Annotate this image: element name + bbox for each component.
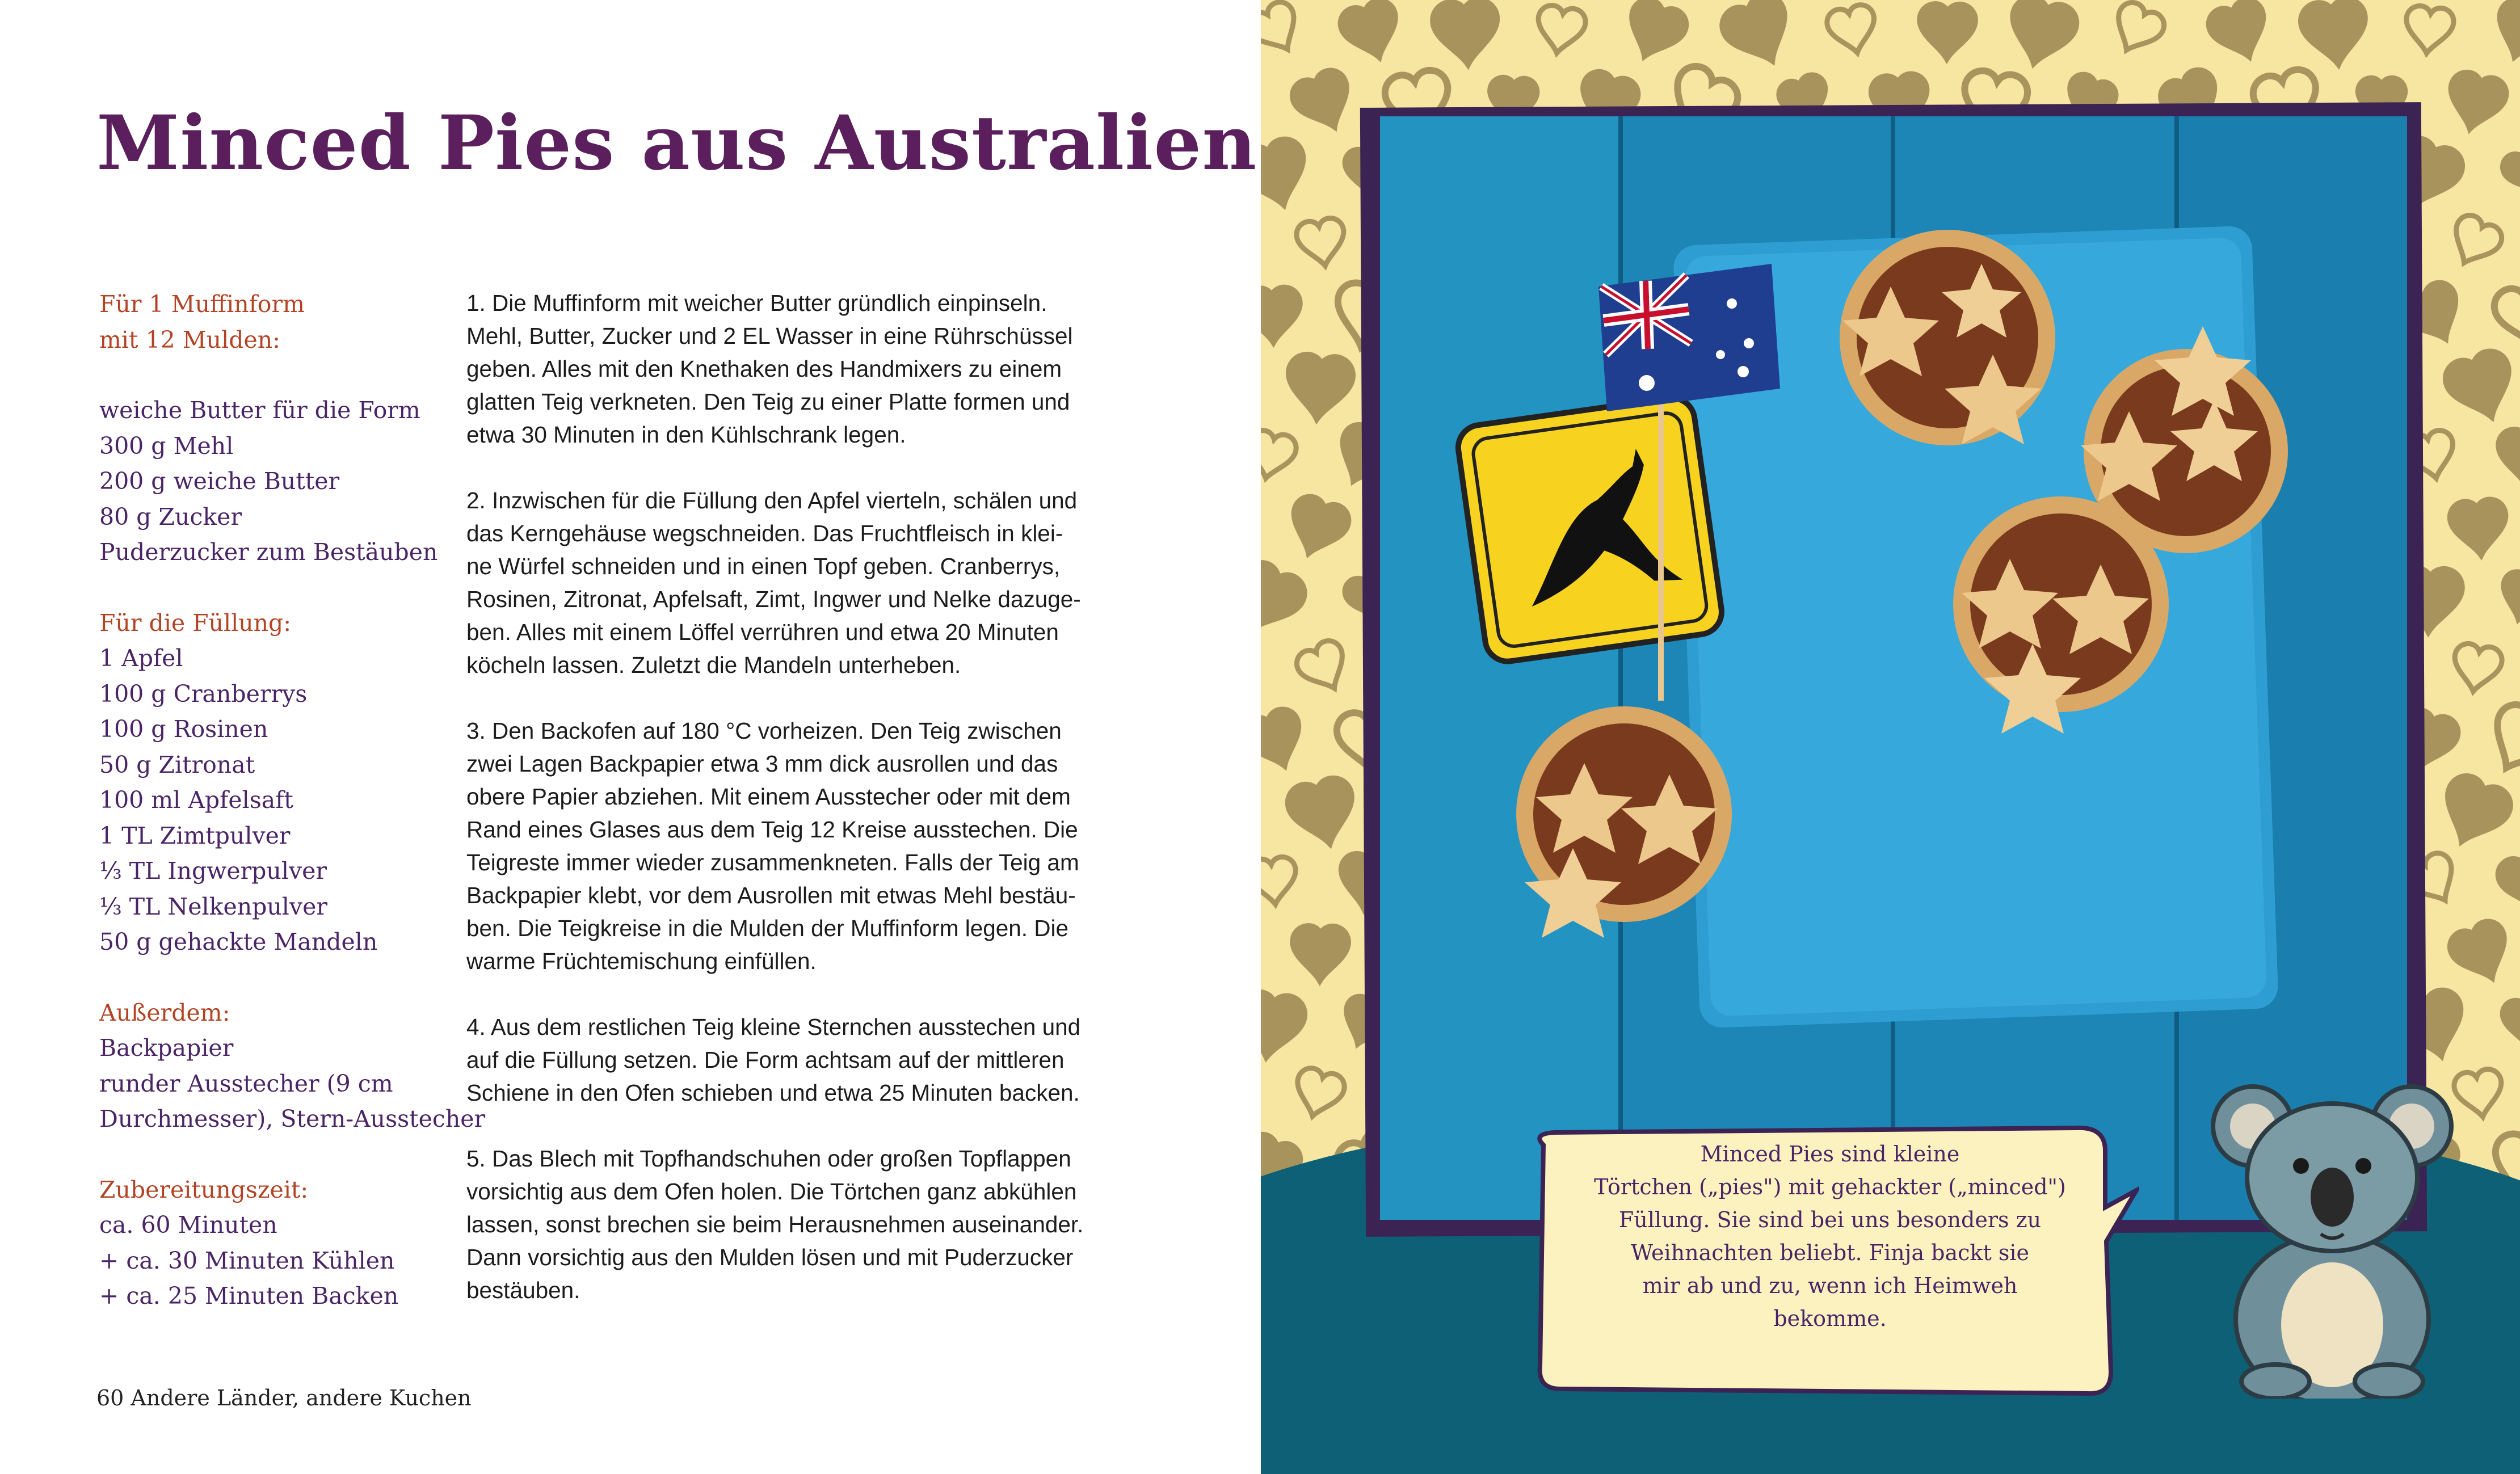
instruction-step: 2. Inzwischen für die Füllung den Apfel vierteln, schälen und das Kerngehäuse wegschneiden. Das Fruchtfleisch in klei- ne Würfel schneiden und in einen Topf geben. Cranberrys, Rosinen, Zitronat, Apfelsaft, Zimt, Ingwer und Nelke dazuge- ben. Alles mit einem Löffel verrühren und etwa 20 Minuten köcheln lassen. Zuletzt die Mandeln unterheben.	[466, 487, 1081, 678]
heart-icon	[1824, 2, 1880, 57]
heart-icon	[1292, 926, 1348, 981]
ingredient-item: 50 g Zitronat	[99, 751, 255, 778]
instructions	[466, 287, 1170, 1340]
ingredient-item: Backpapier	[99, 1034, 234, 1062]
heart-icon	[2496, 568, 2520, 625]
heart-icon	[1261, 856, 1299, 907]
instruction-step: 5. Das Blech mit Topfhandschuhen oder großen Topflappen vorsichtig aus dem Ofen holen. Die Törtchen ganz abkühlen lassen, sonst brechen sie beim Herausnehmen auseinander. Dann vorsichtig aus den Mulden lösen und mit Puderzucker bestäuben.	[466, 1145, 1084, 1303]
ingredient-heading: Außerdem:	[99, 999, 230, 1026]
heart-icon	[2105, 0, 2168, 61]
heart-icon	[1292, 636, 1355, 699]
instruction-step: 4. Aus dem restlichen Teig kleine Sternchen ausstechen und auf die Füllung setzen. Die Form achtsam auf der mittleren Schiene in den Ofen schieben und etwa 25 Minuten backen.	[466, 1014, 1081, 1106]
ingredient-item: 1 TL Zimtpulver	[99, 822, 291, 849]
heart-icon	[1295, 216, 1349, 269]
heart-icon	[2494, 848, 2520, 916]
heart-icon	[1432, 0, 1499, 66]
ingredient-section	[99, 605, 440, 960]
heart-icon	[2004, 0, 2080, 70]
heart-icon	[1919, 4, 1975, 59]
heart-icon	[1285, 776, 1361, 850]
ingredient-item: 50 g gehackte Mandeln	[99, 928, 378, 955]
heart-icon	[1285, 353, 1353, 420]
page-footer: 60 Andere Länder, andere Kuchen	[96, 1385, 472, 1410]
heart-icon	[2479, 698, 2520, 783]
heart-icon	[1261, 557, 1310, 641]
heart-icon	[2205, 0, 2275, 66]
heart-icon	[1261, 136, 1314, 212]
heart-icon	[1619, 0, 1690, 66]
heart-icon	[1288, 66, 1360, 137]
ingredient-heading: Für die Füllung:	[99, 609, 292, 637]
koala-icon	[2190, 1081, 2474, 1399]
ingredient-item: 80 g Zucker	[99, 503, 242, 530]
heart-icon	[1337, 0, 1406, 65]
heart-icon	[2443, 70, 2509, 135]
heart-icon	[2446, 917, 2518, 988]
recipe-title: Minced Pies aus Australien	[96, 99, 1257, 187]
ingredient-item: 1 Apfel	[99, 645, 183, 672]
mince-pies-photo	[1380, 116, 2407, 1220]
heart-icon	[1261, 991, 1306, 1060]
ingredient-item: ca. 60 Minuten	[99, 1211, 277, 1239]
ingredient-item: 100 g Cranberrys	[99, 680, 308, 707]
heart-icon	[2491, 279, 2520, 353]
instruction-step: 3. Den Backofen auf 180 °C vorheizen. Den Teig zwischen zwei Lagen Backpapier etwa 3 mm dick ausrollen und das obere Papier abziehen. Mit einem Ausstecher oder mit dem Rand eines Glases aus dem Teig 12 Kreise ausstechen. Die Teigreste immer wieder zusammenkneten. Falls der Teig am Backpapier klebt, vor dem Ausrollen mit etwas Mehl bestäu- ben. Die Teigkreise in die Mulden der Muffinform legen. Die warme Früchtemischung einfüllen.	[466, 718, 1079, 974]
ingredient-section	[99, 287, 440, 357]
ingredients-list	[99, 287, 486, 1349]
ingredient-item: Durchmesser), Stern-Ausstecher	[99, 1105, 486, 1132]
ingredient-item: 100 ml Apfelsaft	[99, 786, 293, 814]
heart-icon	[1261, 428, 1299, 483]
ingredient-section	[99, 995, 486, 1137]
ingredient-item: 300 g Mehl	[99, 432, 234, 460]
mince-pie	[1840, 230, 2055, 445]
instruction-step: 1. Die Muffinform mit weicher Butter gründlich einpinseln. Mehl, Butter, Zucker und 2 EL Wasser in eine Rührschüssel geben. Alles mit den Knethaken des Handmixers zu einem glatten Teig verkneten. Den Teig zu einer Platte formen und etwa 30 Minuten in den Kühlschrank legen.	[466, 290, 1073, 448]
ingredient-item: + ca. 30 Minuten Kühlen	[99, 1246, 395, 1274]
ingredient-item: Puderzucker zum Bestäuben	[99, 538, 438, 566]
ingredient-heading: Zubereitungszeit:	[99, 1176, 309, 1203]
ingredient-heading: Für 1 Muffinform	[99, 290, 305, 318]
heart-icon	[2443, 210, 2506, 273]
heart-icon	[2489, 0, 2520, 65]
ingredient-item: 100 g Rosinen	[99, 715, 268, 743]
heart-icon	[1261, 705, 1310, 775]
ingredient-heading: mit 12 Mulden:	[99, 326, 280, 353]
heart-icon	[1533, 3, 1587, 57]
heart-icon	[2450, 642, 2504, 695]
heart-icon	[2498, 429, 2520, 485]
heart-icon	[1283, 493, 1353, 562]
ingredient-item: + ca. 25 Minuten Backen	[99, 1282, 399, 1309]
ingredient-item: runder Ausstecher (9 cm	[99, 1069, 393, 1097]
ingredient-item: ⅓ TL Nelkenpulver	[99, 892, 327, 920]
heart-icon	[1290, 1065, 1348, 1122]
ingredient-section	[99, 1172, 440, 1314]
speech-bubble-text: Minced Pies sind kleine Törtchen („pies") mit gehackter („minced") Füllung. Sie sind bei uns besonders zu Weihnachten beliebt. Finja backt sie mir ab und zu, wenn ich Heimweh bekomme.	[1594, 1142, 2066, 1331]
heart-icon	[2299, 0, 2370, 67]
heart-icon	[2502, 999, 2520, 1047]
ingredient-item: weiche Butter für die Form	[99, 397, 420, 424]
heart-icon	[2441, 347, 2520, 426]
heart-icon	[2403, 5, 2455, 56]
kangaroo-sign-icon	[1455, 395, 1724, 664]
heart-icon	[1261, 0, 1308, 61]
heart-icon	[2433, 771, 2515, 853]
ingredient-item: ⅓ TL Ingwerpulver	[99, 857, 327, 885]
heart-icon	[2449, 499, 2509, 557]
ingredient-section	[99, 393, 440, 570]
heart-icon	[1717, 0, 1800, 73]
heart-icon	[2498, 140, 2520, 203]
heart-icon	[1261, 287, 1301, 343]
ingredient-item: 200 g weiche Butter	[99, 468, 340, 495]
